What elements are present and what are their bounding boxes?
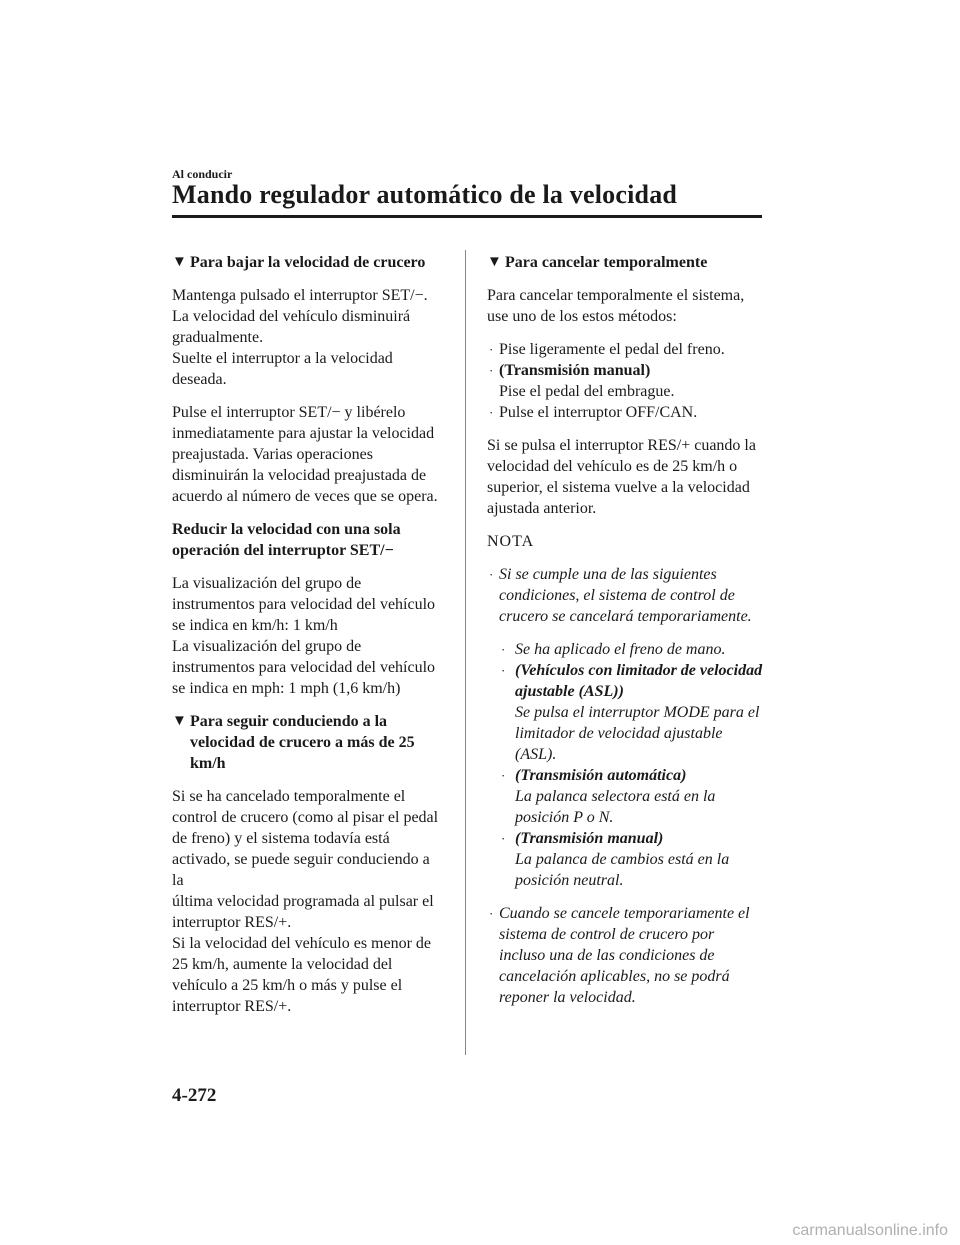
list-item-text: Pulse el interruptor OFF/CAN.: [499, 404, 698, 421]
text-line: se indica en mph: 1 mph (1,6 km/h): [172, 680, 401, 697]
text-line: Para seguir conduciendo a la: [190, 713, 388, 730]
text-line: (ASL).: [515, 746, 557, 763]
text-line: km/h: [190, 755, 226, 772]
note-list: [487, 564, 765, 1008]
paragraph-press-set: [172, 402, 444, 507]
text-line: posición P o N.: [515, 809, 614, 826]
text-line: de freno) y el sistema todavía está: [172, 830, 390, 847]
heading-lower-speed-text: Para bajar la velocidad de crucero: [190, 254, 426, 271]
text-line: ajustada anterior.: [487, 500, 597, 517]
bullet-dot-icon: ·: [489, 405, 494, 420]
bullet-dot-icon: ·: [489, 567, 494, 582]
bullet-dot-icon: ·: [489, 906, 494, 921]
note-subitem: [499, 639, 765, 660]
triangle-marker-icon: ▼: [172, 713, 187, 729]
list-item-condition: (Transmisión manual): [499, 362, 651, 379]
page-number: 4-272: [172, 1085, 217, 1106]
text-line: 25 km/h, aumente la velocidad del: [172, 956, 393, 973]
heading-cancel-temporarily: [487, 252, 765, 273]
text-line: Pulse el interruptor SET/− y libérelo: [172, 404, 406, 421]
text-line: interruptor RES/+.: [172, 998, 292, 1015]
text-line: Suelte el interruptor a la velocidad: [172, 350, 393, 367]
text-line: acuerdo al número de veces que se opera.: [172, 488, 438, 505]
text-line: control de crucero (como al pisar el pedal: [172, 809, 439, 826]
note-condition: (Vehículos con limitador de velocidad: [515, 662, 763, 679]
paragraph-hold-set: [172, 285, 444, 390]
text-line: Cuando se cancele temporariamente el: [499, 905, 750, 922]
column-divider: [465, 250, 466, 1055]
paragraph-res-resume: [487, 435, 765, 519]
text-line: disminuirán la velocidad preajustada de: [172, 467, 427, 484]
paragraph-resume: [172, 786, 444, 1017]
text-line: incluso una de las condiciones de: [499, 947, 715, 964]
text-line: La visualización del grupo de: [172, 638, 362, 655]
text-line: use uno de los estos métodos:: [487, 308, 677, 325]
title-rule: [172, 215, 762, 218]
text-line: Reducir la velocidad con una sola: [172, 521, 401, 538]
text-line: crucero se cancelará temporariamente.: [499, 608, 752, 625]
paragraph-display-units: [172, 573, 444, 699]
text-line: operación del interruptor SET/−: [172, 542, 394, 559]
list-item-text: Pise el pedal del embrague.: [499, 383, 675, 400]
note-condition: (Transmisión manual): [515, 830, 664, 847]
text-line: condiciones, el sistema de control de: [499, 587, 735, 604]
note-item: [487, 903, 765, 1008]
bullet-dot-icon: ·: [501, 642, 506, 657]
paragraph-cancel-methods: [487, 285, 765, 327]
text-line: Si se cumple una de las siguientes: [499, 566, 717, 583]
note-subitem: [499, 828, 765, 891]
text-line: instrumentos para velocidad del vehículo: [172, 596, 436, 613]
text-line: La visualización del grupo de: [172, 575, 362, 592]
bullet-dot-icon: ·: [501, 768, 506, 783]
cancel-methods-list: [487, 339, 765, 423]
list-item: [487, 402, 765, 423]
note-condition: ajustable (ASL)): [515, 683, 624, 700]
section-label: Al conducir: [172, 167, 233, 181]
text-line: se indica en km/h: 1 km/h: [172, 617, 338, 634]
bullet-dot-icon: ·: [489, 363, 494, 378]
bullet-dot-icon: ·: [501, 663, 506, 678]
heading-lower-speed: [172, 252, 444, 273]
text-line: interruptor RES/+.: [172, 914, 292, 931]
list-item: [487, 360, 765, 402]
right-column: [487, 252, 765, 1020]
text-line: instrumentos para velocidad del vehículo: [172, 659, 436, 676]
text-line: sistema de control de crucero por: [499, 926, 715, 943]
text-line: Se ha aplicado el freno de mano.: [515, 641, 726, 658]
text-line: deseada.: [172, 371, 227, 388]
left-column: [172, 252, 444, 1029]
bullet-dot-icon: ·: [501, 831, 506, 846]
text-line: activado, se puede seguir conduciendo a la: [172, 851, 430, 889]
subheading-single-operation: [172, 519, 444, 561]
text-line: La palanca selectora está en la: [515, 788, 716, 805]
text-line: Si se pulsa el interruptor RES/+ cuando la: [487, 437, 756, 454]
text-line: gradualmente.: [172, 329, 264, 346]
text-line: última velocidad programada al pulsar el: [172, 893, 434, 910]
text-line: inmediatamente para ajustar la velocidad: [172, 425, 435, 442]
text-line: velocidad de crucero a más de 25: [190, 734, 415, 751]
note-condition: (Transmisión automática): [515, 767, 687, 784]
text-line: Se pulsa el interruptor MODE para el: [515, 704, 760, 721]
note-item: [487, 564, 765, 891]
text-line: reponer la velocidad.: [499, 989, 636, 1006]
page-title: Mando regulador automático de la velocidad: [172, 180, 678, 209]
heading-cancel-text: Para cancelar temporalmente: [505, 254, 708, 271]
bullet-dot-icon: ·: [489, 342, 494, 357]
text-line: Mantenga pulsado el interruptor SET/−.: [172, 287, 428, 304]
triangle-marker-icon: ▼: [172, 254, 187, 270]
text-line: La palanca de cambios está en la: [515, 851, 730, 868]
text-line: Para cancelar temporalmente el sistema,: [487, 287, 745, 304]
text-line: Si la velocidad del vehículo es menor de: [172, 935, 432, 952]
list-item-text: Pise ligeramente el pedal del freno.: [499, 341, 725, 358]
list-item: [487, 339, 765, 360]
note-subitem: [499, 765, 765, 828]
note-subitem: [499, 660, 765, 765]
heading-continue-driving: [172, 711, 444, 774]
triangle-marker-icon: ▼: [487, 254, 502, 270]
note-label: NOTA: [487, 533, 535, 550]
text-line: Si se ha cancelado temporalmente el: [172, 788, 406, 805]
text-line: velocidad del vehículo es de 25 km/h o: [487, 458, 738, 475]
text-line: superior, el sistema vuelve a la velocidad: [487, 479, 750, 496]
text-line: preajustada. Varias operaciones: [172, 446, 373, 463]
note-sublist: [499, 639, 765, 891]
watermark: carmanualsonline.info: [792, 1222, 948, 1239]
text-line: cancelación aplicables, no se podrá: [499, 968, 730, 985]
text-line: posición neutral.: [515, 872, 624, 889]
text-line: limitador de velocidad ajustable: [515, 725, 723, 742]
text-line: vehículo a 25 km/h o más y pulse el: [172, 977, 403, 994]
text-line: La velocidad del vehículo disminuirá: [172, 308, 411, 325]
